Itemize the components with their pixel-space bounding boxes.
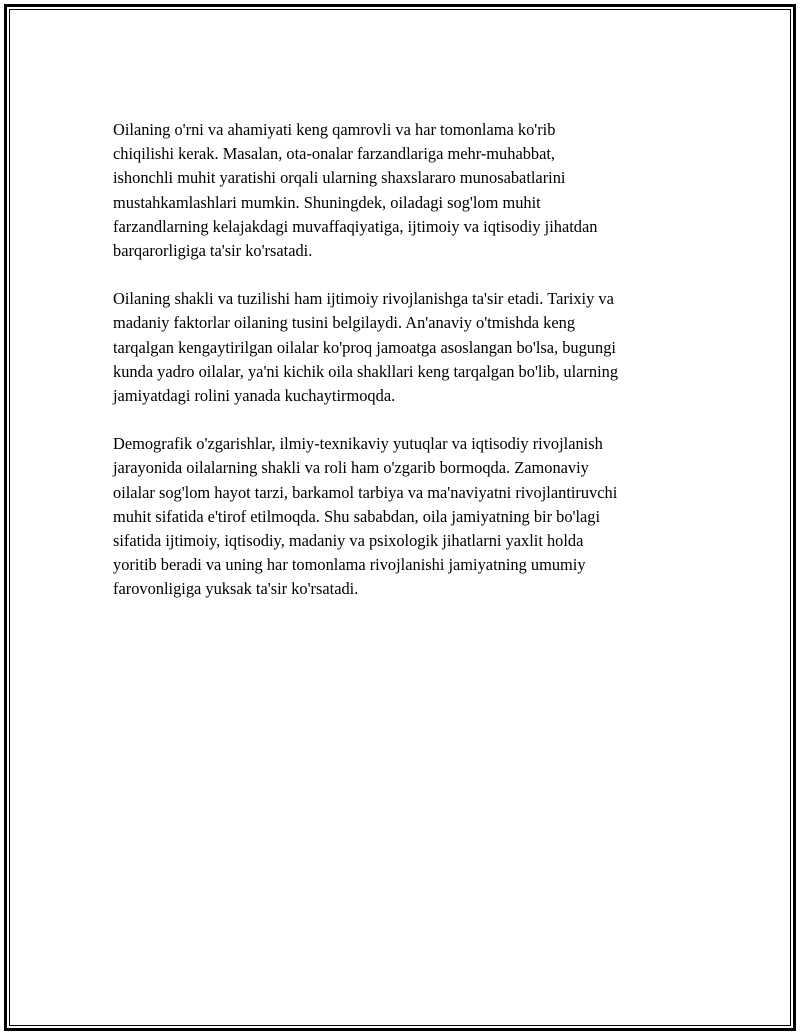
paragraph-1-line-2: chiqilishi kerak. Masalan, ota-onalar farzandlariga mehr-muhabbat, [113, 144, 556, 164]
paragraph-3-line-5: sifatida ijtimoiy, iqtisodiy, madaniy va psixologik jihatlarni yaxlit holda [113, 531, 584, 551]
paragraph-1-line-4: mustahkamlashlari mumkin. Shuningdek, oiladagi sog'lom muhit [113, 192, 541, 212]
paragraph-2 [113, 287, 688, 408]
paragraph-1-line-3: ishonchli muhit yaratishi orqali ularning shaxslararo munosabatlarini [113, 168, 566, 188]
paragraph-2-line-1: Oilaning shakli va tuzilishi ham ijtimoiy rivojlanishga ta'sir etadi. Tarixiy va [113, 289, 614, 309]
paragraph-1-line-5: farzandlarning kelajakdagi muvaffaqiyatiga, ijtimoiy va iqtisodiy jihatdan [113, 216, 598, 236]
paragraph-3-line-1: Demografik o'zgarishlar, ilmiy-texnikaviy yutuqlar va iqtisodiy rivojlanish [113, 434, 603, 454]
paragraph-2-line-4: kunda yadro oilalar, ya'ni kichik oila shakllari keng tarqalgan bo'lib, ularning [113, 361, 619, 381]
paragraph-1 [113, 118, 688, 263]
paragraph-1-line-1: Oilaning o'rni va ahamiyati keng qamrovli va har tomonlama ko'rib [113, 120, 556, 139]
paragraph-2-line-5: jamiyatdagi rolini yanada kuchaytirmoqda. [113, 386, 396, 406]
paragraph-3-line-6: yoritib beradi va uning har tomonlama rivojlanishi jamiyatning umumiy [113, 555, 586, 575]
paragraph-3-line-2: jarayonida oilalarning shakli va roli ham o'zgarib bormoqda. Zamonaviy [113, 458, 589, 478]
document-body [113, 118, 688, 626]
paragraph-3-line-3: oilalar sog'lom hayot tarzi, barkamol tarbiya va ma'naviyatni rivojlantiruvchi [113, 482, 618, 502]
paragraph-2-line-2: madaniy faktorlar oilaning tusini belgilaydi. An'anaviy o'tmishda keng [113, 313, 576, 333]
paragraph-3 [113, 432, 688, 601]
paragraph-3-line-7: farovonligiga yuksak ta'sir ko'rsatadi. [113, 579, 359, 599]
paragraph-3-line-4: muhit sifatida e'tirof etilmoqda. Shu sababdan, oila jamiyatning bir bo'lagi [113, 506, 601, 526]
paragraph-1-line-6: barqarorligiga ta'sir ko'rsatadi. [113, 241, 313, 261]
paragraph-2-line-3: tarqalgan kengaytirilgan oilalar ko'proq jamoatga asoslangan bo'lsa, bugungi [113, 337, 616, 357]
